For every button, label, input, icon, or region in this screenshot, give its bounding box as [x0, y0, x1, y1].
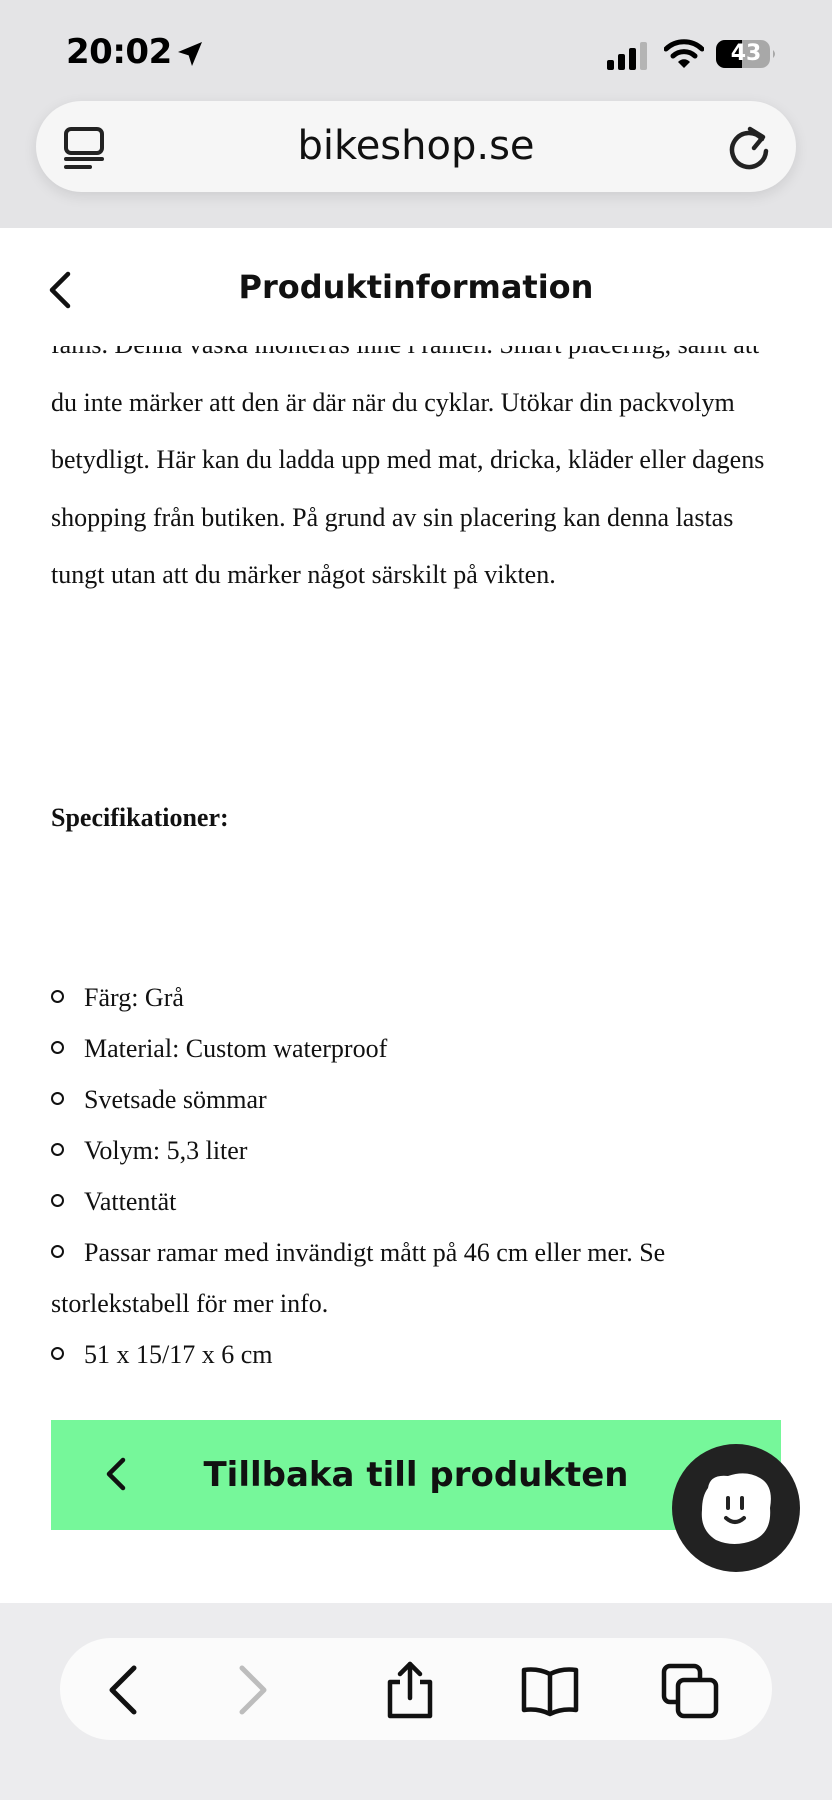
battery-level: 43 — [730, 41, 762, 66]
spec-heading: Specifikationer: — [51, 803, 229, 832]
reload-icon[interactable] — [726, 123, 772, 171]
browser-top-chrome — [0, 0, 832, 228]
page-title: Produktinformation — [238, 268, 594, 306]
page-header — [0, 228, 832, 346]
spec-text: Färg: Grå — [84, 983, 184, 1012]
status-bar — [0, 0, 832, 100]
spec-item — [51, 1023, 791, 1074]
spec-item — [51, 1074, 791, 1125]
spec-text: 51 x 15/17 x 6 cm — [84, 1340, 273, 1369]
location-arrow-icon — [174, 38, 206, 70]
product-description-content — [51, 316, 791, 1396]
product-description: du inte märker att den är där när du cyklar. Utökar din packvolym betydligt. Här kan du ladda upp med mat, dricka, kläder eller dagens shopping från butiken. På grund av sin placering kan denna lastas tungt utan att du märker något särskilt på vikten. — [51, 387, 765, 589]
browser-bottom-toolbar — [0, 1603, 832, 1800]
spec-text: Vattentät — [84, 1187, 177, 1216]
bullet-icon — [51, 1245, 64, 1258]
spec-list — [51, 972, 791, 1380]
bullet-icon — [51, 1347, 64, 1360]
bullet-icon — [51, 1092, 64, 1105]
back-icon[interactable] — [94, 1660, 154, 1720]
spec-item — [51, 972, 791, 1023]
spec-item — [51, 1125, 791, 1176]
status-time: 20:02 — [66, 32, 172, 72]
toolbar-pill — [60, 1638, 772, 1740]
cellular-signal-icon — [607, 42, 651, 70]
address-bar[interactable] — [36, 101, 796, 192]
bullet-icon — [51, 1194, 64, 1207]
spec-text: Material: Custom waterproof — [84, 1034, 388, 1063]
tabs-icon[interactable] — [660, 1660, 720, 1720]
spec-item — [51, 1227, 791, 1329]
bullet-icon — [51, 1143, 64, 1156]
forward-icon[interactable] — [222, 1660, 282, 1720]
back-to-product-label: Tillbaka till produkten — [203, 1455, 629, 1495]
smiley-face-icon — [694, 1466, 778, 1550]
share-icon[interactable] — [380, 1660, 440, 1720]
chat-widget-button[interactable] — [672, 1444, 800, 1572]
wifi-icon — [664, 38, 704, 70]
url-text[interactable]: bikeshop.se — [297, 123, 535, 169]
spec-item — [51, 1329, 791, 1380]
bullet-icon — [51, 990, 64, 1003]
spec-item — [51, 1176, 791, 1227]
bullet-icon — [51, 1041, 64, 1054]
bookmarks-icon[interactable] — [520, 1660, 580, 1720]
spec-text: Volym: 5,3 liter — [84, 1136, 248, 1165]
spec-text: Passar ramar med invändigt mått på 46 cm eller mer. Se storlekstabell för mer info. — [51, 1238, 666, 1318]
spec-text: Svetsade sömmar — [84, 1085, 267, 1114]
